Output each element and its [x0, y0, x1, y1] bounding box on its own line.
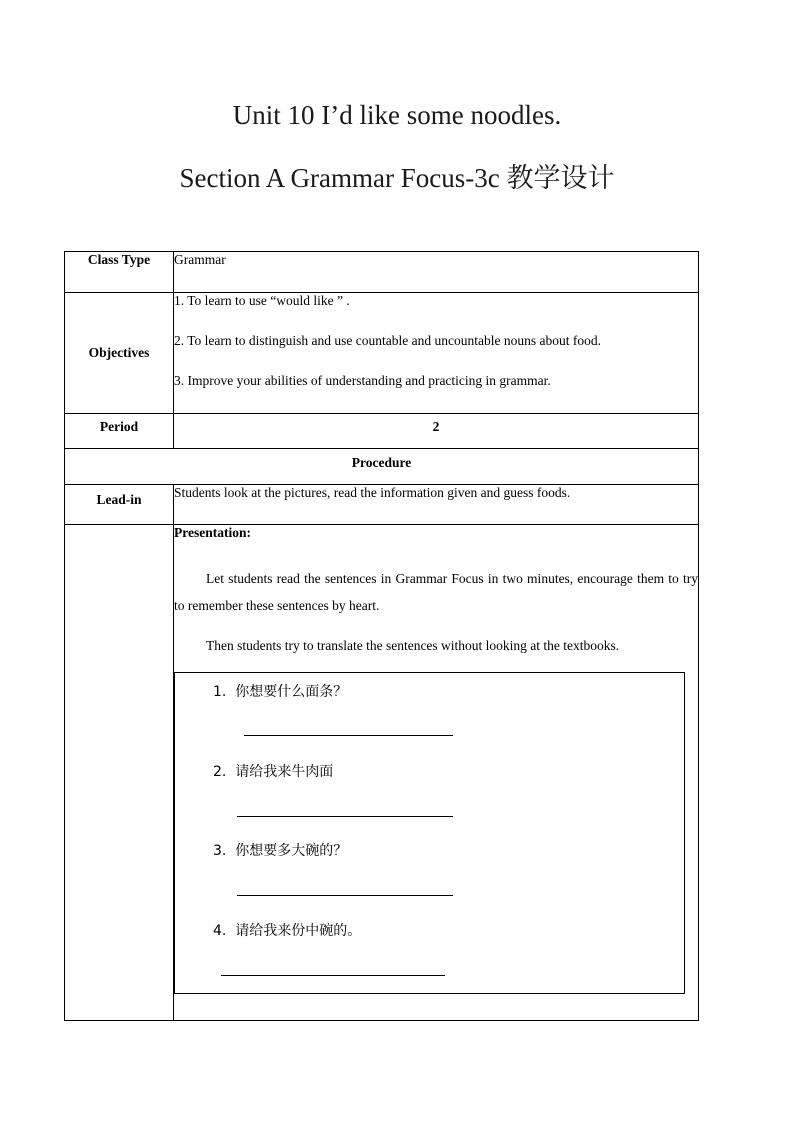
period-label: Period [65, 414, 174, 449]
question-text: 你想要什么面条？ [235, 684, 348, 700]
lead-in-row [65, 485, 699, 525]
class-type-value: Grammar [174, 252, 699, 293]
presentation-cell [174, 525, 699, 1021]
presentation-heading: Presentation: [174, 525, 251, 540]
objective-item: 3. Improve your abilities of understanding and practicing in grammar. [174, 373, 551, 388]
presentation-paragraph: Let students read the sentences in Grammar Focus in two minutes, encourage them to try to remember these sentences by heart. [174, 571, 698, 613]
answer-blank[interactable] [244, 734, 453, 736]
exercise-question [213, 761, 333, 781]
translation-exercise-box [174, 672, 685, 994]
period-value: 2 [174, 414, 699, 449]
question-text: 你想要多大碗的？ [235, 843, 348, 859]
objective-item: 2. To learn to distinguish and use countable and uncountable nouns about food. [174, 333, 601, 348]
document-subtitle: Section A Grammar Focus-3c 教学设计 [179, 163, 615, 193]
presentation-row [65, 525, 699, 1021]
period-row [65, 414, 699, 449]
objective-item: 1. To learn to use “would like ” . [174, 293, 350, 308]
objectives-list [174, 293, 699, 414]
question-number: 3. [213, 843, 227, 859]
question-number: 1. [213, 684, 227, 700]
document-title: Unit 10 I’d like some noodles. [232, 100, 562, 130]
exercise-question [213, 920, 361, 940]
objectives-row [65, 293, 699, 414]
lesson-plan-table [64, 251, 699, 1021]
procedure-row [65, 449, 699, 485]
objectives-label: Objectives [65, 293, 174, 414]
question-text: 请给我来牛肉面 [235, 764, 334, 780]
exercise-question [213, 840, 347, 860]
procedure-heading: Procedure [65, 449, 699, 485]
presentation-label-cell [65, 525, 174, 1021]
lead-in-text: Students look at the pictures, read the information given and guess foods. [174, 485, 699, 525]
presentation-paragraph: Then students try to translate the sentences without looking at the textbooks. [206, 638, 620, 653]
question-number: 2. [213, 764, 227, 780]
answer-blank[interactable] [237, 815, 453, 817]
answer-blank[interactable] [221, 974, 445, 976]
exercise-question [213, 681, 347, 701]
class-type-label: Class Type [65, 252, 174, 293]
answer-blank[interactable] [237, 894, 453, 896]
question-text: 请给我来份中碗的。 [235, 923, 362, 939]
class-type-row [65, 252, 699, 293]
question-number: 4. [213, 923, 227, 939]
lead-in-label: Lead-in [65, 485, 174, 525]
